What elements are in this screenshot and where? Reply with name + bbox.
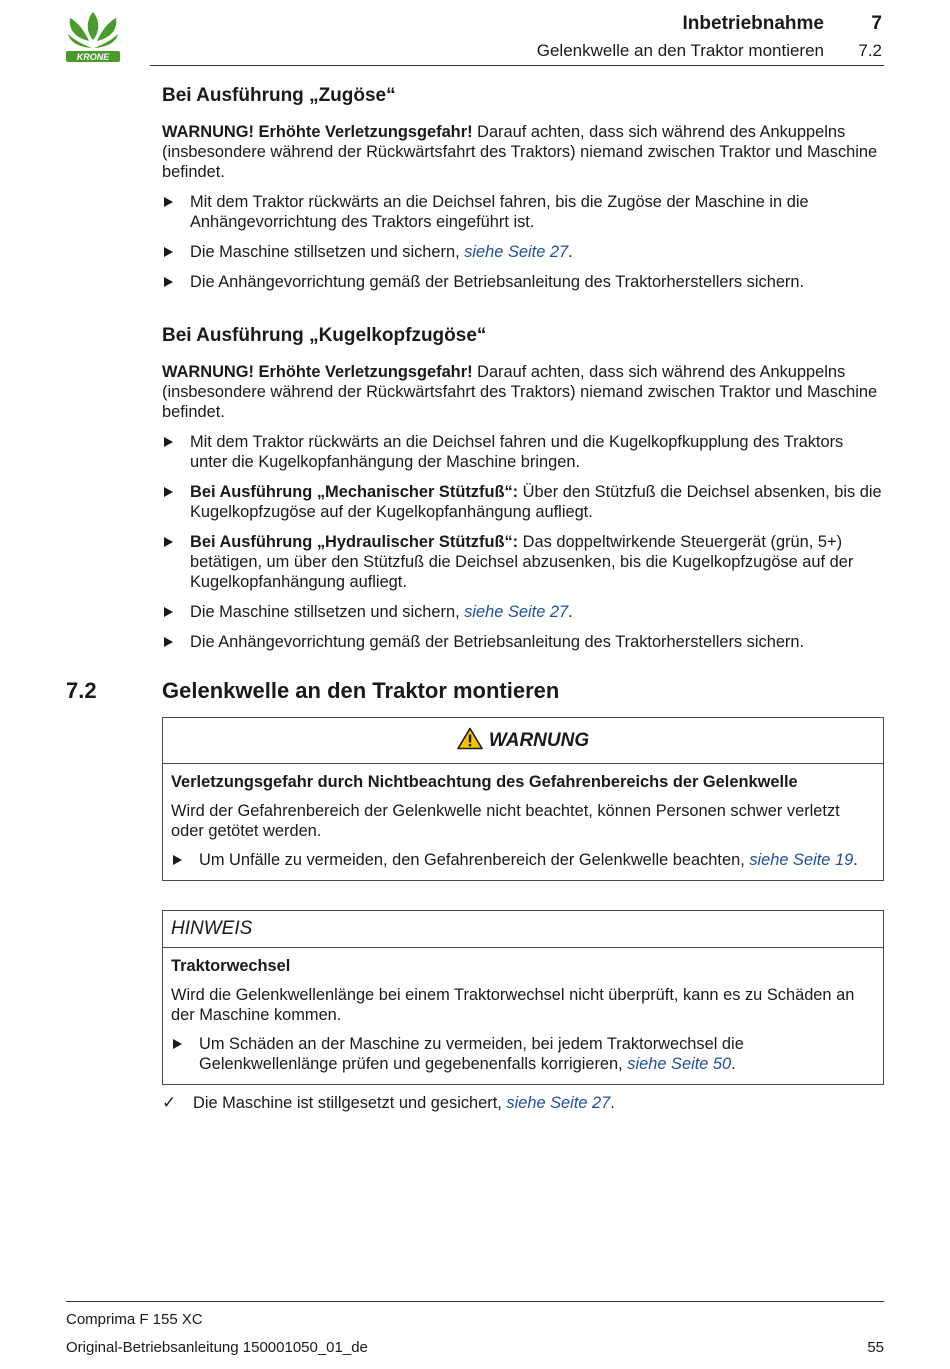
page-link[interactable]: siehe Seite 27 — [464, 243, 569, 261]
section-number: 7.2 — [66, 678, 97, 703]
checkmark-icon: ✓ — [162, 1093, 177, 1112]
warning-triangle-icon — [457, 727, 483, 755]
krone-logo — [64, 8, 122, 64]
warning-label: WARNUNG! Erhöhte Verletzungsgefahr! — [162, 363, 473, 381]
hint-box-header — [163, 911, 883, 948]
hint-box-body — [163, 948, 883, 1084]
list-item: Die Anhängevorrichtung gemäß der Betriebsanleitung des Traktorherstellers sichern. — [162, 272, 884, 292]
warning-box-steps — [171, 850, 875, 870]
page-link[interactable]: siehe Seite 19 — [749, 851, 854, 869]
chapter-title: Inbetriebnahme — [682, 13, 824, 34]
footer-divider — [66, 1301, 884, 1302]
running-section-title: Gelenkwelle an den Traktor montieren — [536, 41, 824, 60]
list-item: Bei Ausführung „Hydraulischer Stützfuß“: Das doppeltwirkende Steuergerät (grün, 5+) betätigen, um über den Stützfuß die Deichsel abzusenken, bis die Kugelkopfzugöse auf der Kugelkopfanhängung aufliegt. — [162, 532, 884, 592]
heading-kugelkopfzugoese: Bei Ausführung „Kugelkopfzugöse“ — [162, 325, 487, 346]
hint-box-title: HINWEIS — [171, 918, 253, 939]
page-link[interactable]: siehe Seite 50 — [627, 1055, 732, 1073]
header-divider — [150, 65, 884, 66]
bullet-triangle-icon — [173, 1039, 182, 1049]
list-item: Mit dem Traktor rückwärts an die Deichsel fahren und die Kugelkopfkupplung des Traktors unter die Kugelkopfanhängung der Maschine bringen. — [162, 432, 884, 472]
bullet-triangle-icon — [173, 855, 182, 865]
warning-box-body — [163, 764, 883, 880]
warning-paragraph-kugelkopf: WARNUNG! Erhöhte Verletzungsgefahr! Darauf achten, dass sich während des Ankuppelns (insbesondere während der Rückwärtsfahrt des Traktors) niemand zwischen Traktor und Maschine befindet. — [162, 363, 878, 421]
bullet-triangle-icon — [164, 537, 173, 547]
bullet-triangle-icon — [164, 247, 173, 257]
warning-label: WARNUNG! Erhöhte Verletzungsgefahr! — [162, 123, 473, 141]
warning-box-title: WARNUNG — [488, 729, 590, 751]
steps-zugoese — [162, 192, 884, 292]
heading-zugoese: Bei Ausführung „Zugöse“ — [162, 85, 396, 106]
hint-box-subtitle: Traktorwechsel — [171, 957, 291, 975]
list-item: Die Maschine stillsetzen und sichern, siehe Seite 27. — [162, 242, 884, 262]
bullet-triangle-icon — [164, 607, 173, 617]
list-item: Um Unfälle zu vermeiden, den Gefahrenbereich der Gelenkwelle beachten, siehe Seite 19. — [171, 850, 875, 870]
chapter-number: 7 — [871, 13, 882, 34]
list-item: Mit dem Traktor rückwärts an die Deichsel fahren, bis die Zugöse der Maschine in die Anhängevorrichtung des Traktors eingeführt ist. — [162, 192, 884, 232]
list-item: Die Anhängevorrichtung gemäß der Betriebsanleitung des Traktorherstellers sichern. — [162, 632, 884, 652]
steps-kugelkopf — [162, 432, 884, 652]
warning-box-text: Wird der Gefahrenbereich der Gelenkwelle nicht beachtet, können Personen schwer verletzt oder getötet werden. — [171, 802, 840, 840]
bullet-triangle-icon — [164, 277, 173, 287]
warning-box-header — [163, 718, 883, 764]
bullet-triangle-icon — [164, 437, 173, 447]
section-title: Gelenkwelle an den Traktor montieren — [162, 678, 560, 703]
running-section-number: 7.2 — [858, 41, 882, 60]
list-item: Bei Ausführung „Mechanischer Stützfuß“: Über den Stützfuß die Deichsel absenken, bis die Kugelkopfzugöse auf der Kugelkopfanhängung aufliegt. — [162, 482, 884, 522]
hint-box — [162, 910, 884, 1085]
warning-box — [162, 717, 884, 881]
page-link[interactable]: siehe Seite 27 — [506, 1094, 611, 1112]
list-item: Die Maschine stillsetzen und sichern, siehe Seite 27. — [162, 602, 884, 622]
footer-model: Comprima F 155 XC — [66, 1311, 203, 1328]
page-number: 55 — [867, 1339, 884, 1356]
footer-document: Original-Betriebsanleitung 150001050_01_de — [66, 1339, 368, 1356]
hint-box-text: Wird die Gelenkwellenlänge bei einem Traktorwechsel nicht überprüft, kann es zu Schäden an der Maschine kommen. — [171, 986, 855, 1024]
warning-box-subtitle: Verletzungsgefahr durch Nichtbeachtung des Gefahrenbereichs der Gelenkwelle — [171, 773, 798, 791]
svg-text:KRONE: KRONE — [76, 52, 110, 62]
page-link[interactable]: siehe Seite 27 — [464, 603, 569, 621]
warning-paragraph-zugoese: WARNUNG! Erhöhte Verletzungsgefahr! Darauf achten, dass sich während des Ankuppelns (insbesondere während der Rückwärtsfahrt des Traktors) niemand zwischen Traktor und Maschine befindet. — [162, 123, 878, 181]
bullet-triangle-icon — [164, 487, 173, 497]
coupling-instructions — [162, 84, 884, 652]
hint-box-steps — [171, 1034, 875, 1074]
bullet-triangle-icon — [164, 637, 173, 647]
list-item: Um Schäden an der Maschine zu vermeiden, bei jedem Traktorwechsel die Gelenkwellenlänge prüfen und gegebenenfalls korrigieren, siehe Seite 50. — [171, 1034, 875, 1074]
bullet-triangle-icon — [164, 197, 173, 207]
